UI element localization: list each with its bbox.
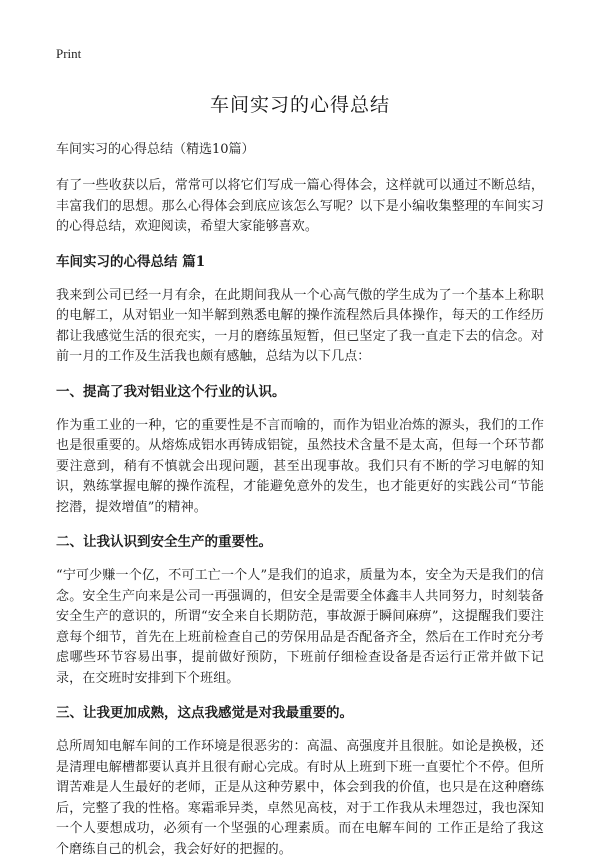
section-3-body: 总所周知电解车间的工作环境是很恶劣的：高温、高强度并且很脏。如论是换极，还是清理电解槽都要认真并且很有耐心完成。有时从上班到下班一直要忙个不停。但所谓苦难是人生最好的老师，正是从这种劳累中，体会到我的价值，也只是在这种磨练后，完整了我的性格。寒霜乖异类，卓然见高枝，对于工作我从未埋怨过，我也深知一个人要想成功，必须有一个坚强的心理素质。而在电解车间的 工作正是给了我这个磨练自己的机会，我会好好的把握的。	[56, 739, 544, 857]
document-subtitle: 车间实习的心得总结（精选10篇）	[56, 142, 255, 157]
print-link[interactable]: Print	[56, 46, 82, 61]
section-1-heading: 一、提高了我对铝业这个行业的认识。	[56, 383, 286, 400]
paragraph-1: 我来到公司已经一月有余，在此期间我从一个心高气傲的学生成为了一个基本上称职的电解工，从对铝业一知半解到熟悉电解的操作流程然后具体操作，每天的工作经历都让我感觉生活的很充实，一月的磨练虽短暂，但已坚定了我一直走下去的信念。对前一月的工作及生活我也颇有感触，总结为以下几点：	[56, 287, 544, 364]
section-1-body: 作为重工业的一种，它的重要性是不言而喻的，而作为铝业冶炼的源头，我们的工作也是很重要的。从熔炼成铝水再铸成铝锭，虽然技术含量不是太高，但每一个环节都要注意到，稍有不慎就会出现问题，甚至出现事故。我们只有不断的学习电解的知识，熟练掌握电解的操作流程，才能避免意外的发生，也才能更好的实践公司“节能挖潜，提效增值”的精神。	[56, 417, 544, 515]
section-2-heading: 二、让我认识到安全生产的重要性。	[56, 534, 272, 550]
page-title: 车间实习的心得总结	[209, 94, 390, 116]
intro-paragraph: 有了一些收获以后，常常可以将它们写成一篇心得体会，这样就可以通过不断总结，丰富我们的思想。那么心得体会到底应该怎么写呢？以下是小编收集整理的车间实习的心得总结，欢迎阅读，希望大家能够喜欢。	[56, 178, 544, 234]
section-2-body: “宁可少赚一个亿，不可工亡一个人”是我们的追求，质量为本，安全为天是我们的信念。安全生产向来是公司一再强调的，但安全是需要全体鑫丰人共同努力，时刻装备安全生产的意识的，所谓“安全来自长期防范，事故源于瞬间麻痹”，这提醒我们要注意每个细节，首先在上班前检查自己的劳保用品是否配备齐全，然后在工作时充分考虑哪些环节容易出事，提前做好预防，下班前仔细检查设备是否运行正常并做下记录，在交班时安排到下个班组。	[56, 568, 544, 686]
article-heading: 车间实习的心得总结 篇1	[56, 253, 206, 270]
section-3-heading: 三、让我更加成熟，这点我感觉是对我最重要的。	[56, 705, 353, 721]
